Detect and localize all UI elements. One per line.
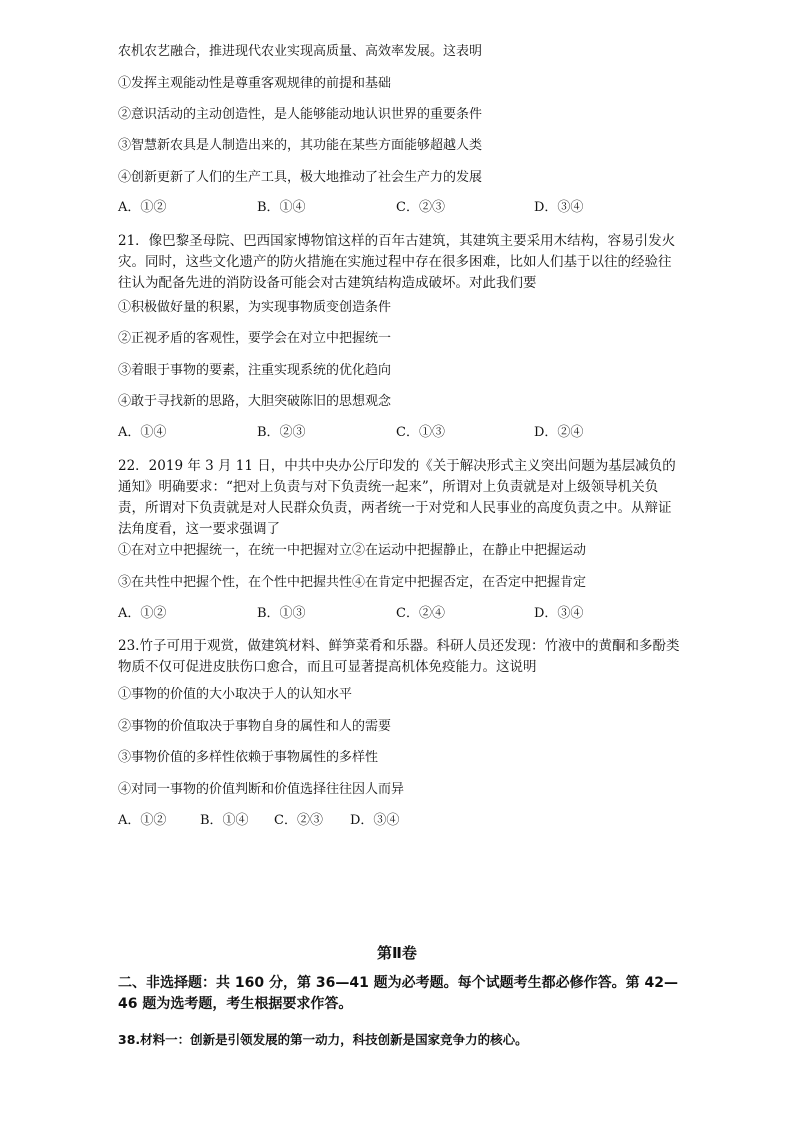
- q20-item-4: ④创新更新了人们的生产工具，极大地推动了社会生产力的发展: [118, 170, 483, 185]
- q21-item-2: ②正视矛盾的客观性，要学会在对立中把握统一: [118, 331, 392, 346]
- q38-material: 38.材料一：创新是引领发展的第一动力，科技创新是国家竞争力的核心。: [118, 1032, 528, 1047]
- q20-stem-tail: 农机农艺融合，推进现代农业实现高质量、高效率发展。这表明: [118, 44, 483, 59]
- q21-option-c[interactable]: C．①③: [396, 425, 445, 440]
- q20-options: [118, 199, 678, 217]
- q22-option-b[interactable]: B．①③: [257, 606, 306, 621]
- q20-option-b[interactable]: B．①④: [257, 200, 306, 215]
- q23-option-b[interactable]: B．①④: [200, 813, 249, 828]
- q22-item-2: ③在共性中把握个性，在个性中把握共性④在肯定中把握否定，在否定中把握肯定: [118, 575, 587, 590]
- q21-item-3: ③着眼于事物的要素，注重实现系统的优化趋向: [118, 363, 392, 378]
- q22-item-1: ①在对立中把握统一，在统一中把握对立②在运动中把握静止，在静止中把握运动: [118, 543, 587, 558]
- q21-item-1: ①积极做好量的积累，为实现事物质变创造条件: [118, 300, 392, 315]
- q23-option-a[interactable]: A．①②: [118, 813, 167, 828]
- q23-item-2: ②事物的价值取决于事物自身的属性和人的需要: [118, 719, 392, 734]
- q23-option-c[interactable]: C．②③: [274, 813, 323, 828]
- q21-stem: 21．像巴黎圣母院、巴西国家博物馆这样的百年古建筑，其建筑主要采用木结构，容易引发火灾。同时，这些文化遗产的防火措施在实施过程中存在很多困难，比如人们基于以往的经验往往认为配备先进的消防设备可能会对古建筑结构造成破坏。对此我们要: [118, 233, 676, 291]
- part2-title: 第Ⅱ卷: [377, 944, 417, 962]
- part2-instruction: 二、非选择题：共 160 分，第 36—41 题为必考题。每个试题考生都必修作答。第 42—46 题为选考题，考生根据要求作答。: [118, 975, 679, 1012]
- q21-option-a[interactable]: A．①④: [118, 425, 167, 440]
- q21-option-d[interactable]: D．②④: [534, 425, 584, 440]
- q22-options: [118, 605, 678, 623]
- q23-options: [118, 812, 678, 830]
- q23-item-4: ④对同一事物的价值判断和价值选择往往因人而异: [118, 782, 405, 797]
- q20-item-2: ②意识活动的主动创造性，是人能够能动地认识世界的重要条件: [118, 107, 483, 122]
- q20-option-c[interactable]: C．②③: [396, 200, 445, 215]
- q22-option-a[interactable]: A．①②: [118, 606, 167, 621]
- q21-options: [118, 424, 678, 442]
- q23-option-d[interactable]: D．③④: [350, 813, 400, 828]
- q20-item-1: ①发挥主观能动性是尊重客观规律的前提和基础: [118, 76, 392, 91]
- q21-item-4: ④敢于寻找新的思路，大胆突破陈旧的思想观念: [118, 394, 392, 409]
- q21-option-b[interactable]: B．②③: [257, 425, 306, 440]
- q22-option-c[interactable]: C．②④: [396, 606, 445, 621]
- q20-option-a[interactable]: A．①②: [118, 200, 167, 215]
- q20-option-d[interactable]: D．③④: [534, 200, 584, 215]
- q22-stem: 22．2019 年 3 月 11 日，中共中央办公厅印发的《关于解决形式主义突出问题为基层减负的通知》明确要求：“把对上负责与对下负责统一起来”，所谓对上负责就是对上级领导机关负责，所谓对下负责就是对人民群众负责，两者统一于对党和人民事业的高度负责之中。从辩证法角度看，这一要求强调了: [118, 458, 676, 537]
- q23-stem: 23.竹子可用于观赏，做建筑材料、鲜笋菜肴和乐器。科研人员还发现：竹液中的黄酮和多酚类物质不仅可促进皮肤伤口愈合，而且可显著提高机体免疫能力。这说明: [118, 638, 680, 675]
- q20-item-3: ③智慧新农具是人制造出来的，其功能在某些方面能够超越人类: [118, 138, 483, 153]
- q23-item-1: ①事物的价值的大小取决于人的认知水平: [118, 687, 353, 702]
- q23-item-3: ③事物价值的多样性依赖于事物属性的多样性: [118, 750, 379, 765]
- q22-option-d[interactable]: D．③④: [534, 606, 584, 621]
